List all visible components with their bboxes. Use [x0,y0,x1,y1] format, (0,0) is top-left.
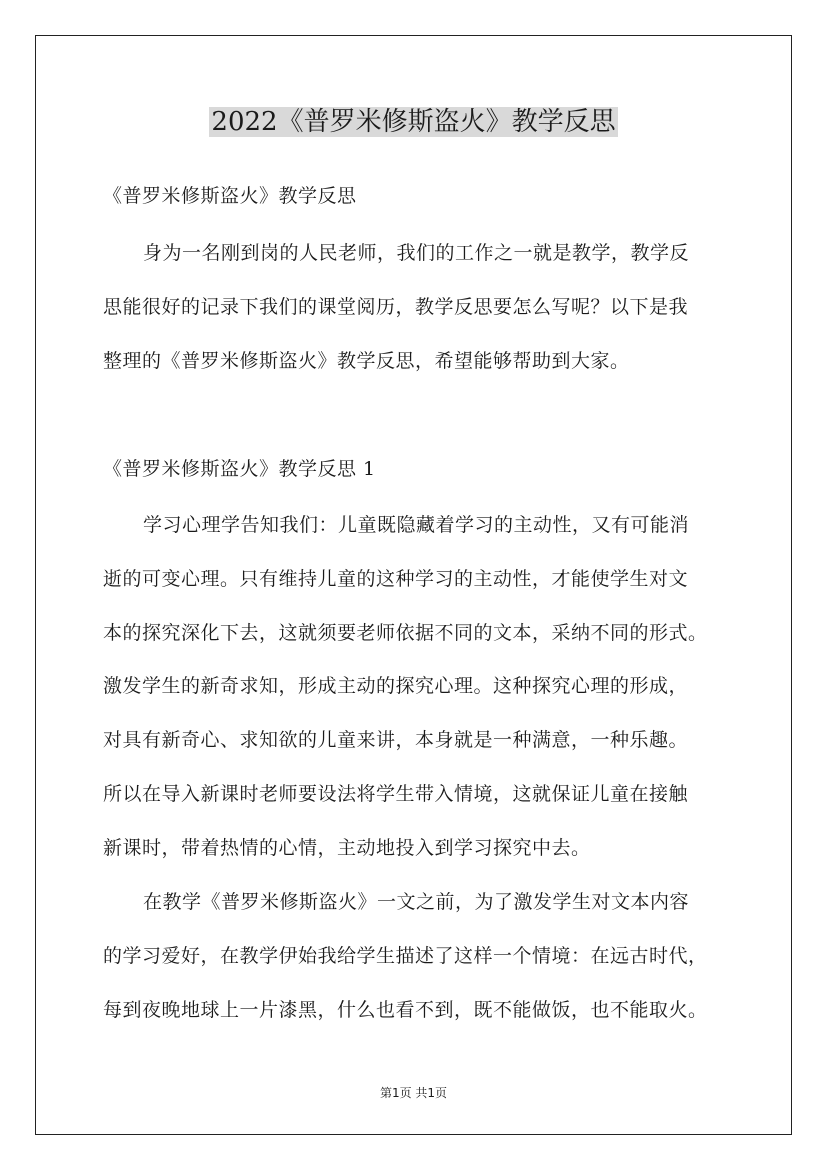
para1-line-7: 新课时，带着热情的心情，主动地投入到学习探究中去。 [103,837,591,859]
para1-line-6: 所以在导入新课时老师要设法将学生带入情境，这就保证儿童在接触 [103,783,689,805]
section-heading-1: 《普罗米修斯盗火》教学反思 1 [103,458,376,480]
para1-line-2: 逝的可变心理。只有维持儿童的这种学习的主动性，才能使学生对文 [103,568,689,590]
document-title [0,100,827,144]
para1-line-1: 学习心理学告知我们：儿童既隐藏着学习的主动性，又有可能消 [143,514,690,536]
para2-line-1: 在教学《普罗米修斯盗火》一文之前，为了激发学生对文本内容 [143,891,690,913]
intro-line-3: 整理的《普罗米修斯盗火》教学反思，希望能够帮助到大家。 [103,350,630,372]
intro-line-2: 思能很好的记录下我们的课堂阅历，教学反思要怎么写呢？以下是我 [103,296,689,318]
intro-line-1: 身为一名刚到岗的人民老师，我们的工作之一就是教学，教学反 [143,242,690,264]
para1-line-3: 本的探究深化下去，这就须要老师依据不同的文本，采纳不同的形式。 [103,622,708,644]
document-title-text: 2022《普罗米修斯盗火》教学反思 [211,107,616,137]
page-footer: 第1页 共1页 [379,1086,448,1100]
para1-line-4: 激发学生的新奇求知，形成主动的探究心理。这种探究心理的形成， [103,675,689,697]
para2-line-2: 的学习爱好，在教学伊始我给学生描述了这样一个情境：在远古时代， [103,945,708,967]
para2-line-3: 每到夜晚地球上一片漆黑，什么也看不到，既不能做饭，也不能取火。 [103,999,708,1021]
document-subtitle: 《普罗米修斯盗火》教学反思 [103,185,357,207]
para1-line-5: 对具有新奇心、求知欲的儿童来讲，本身就是一种满意，一种乐趣。 [103,729,689,751]
